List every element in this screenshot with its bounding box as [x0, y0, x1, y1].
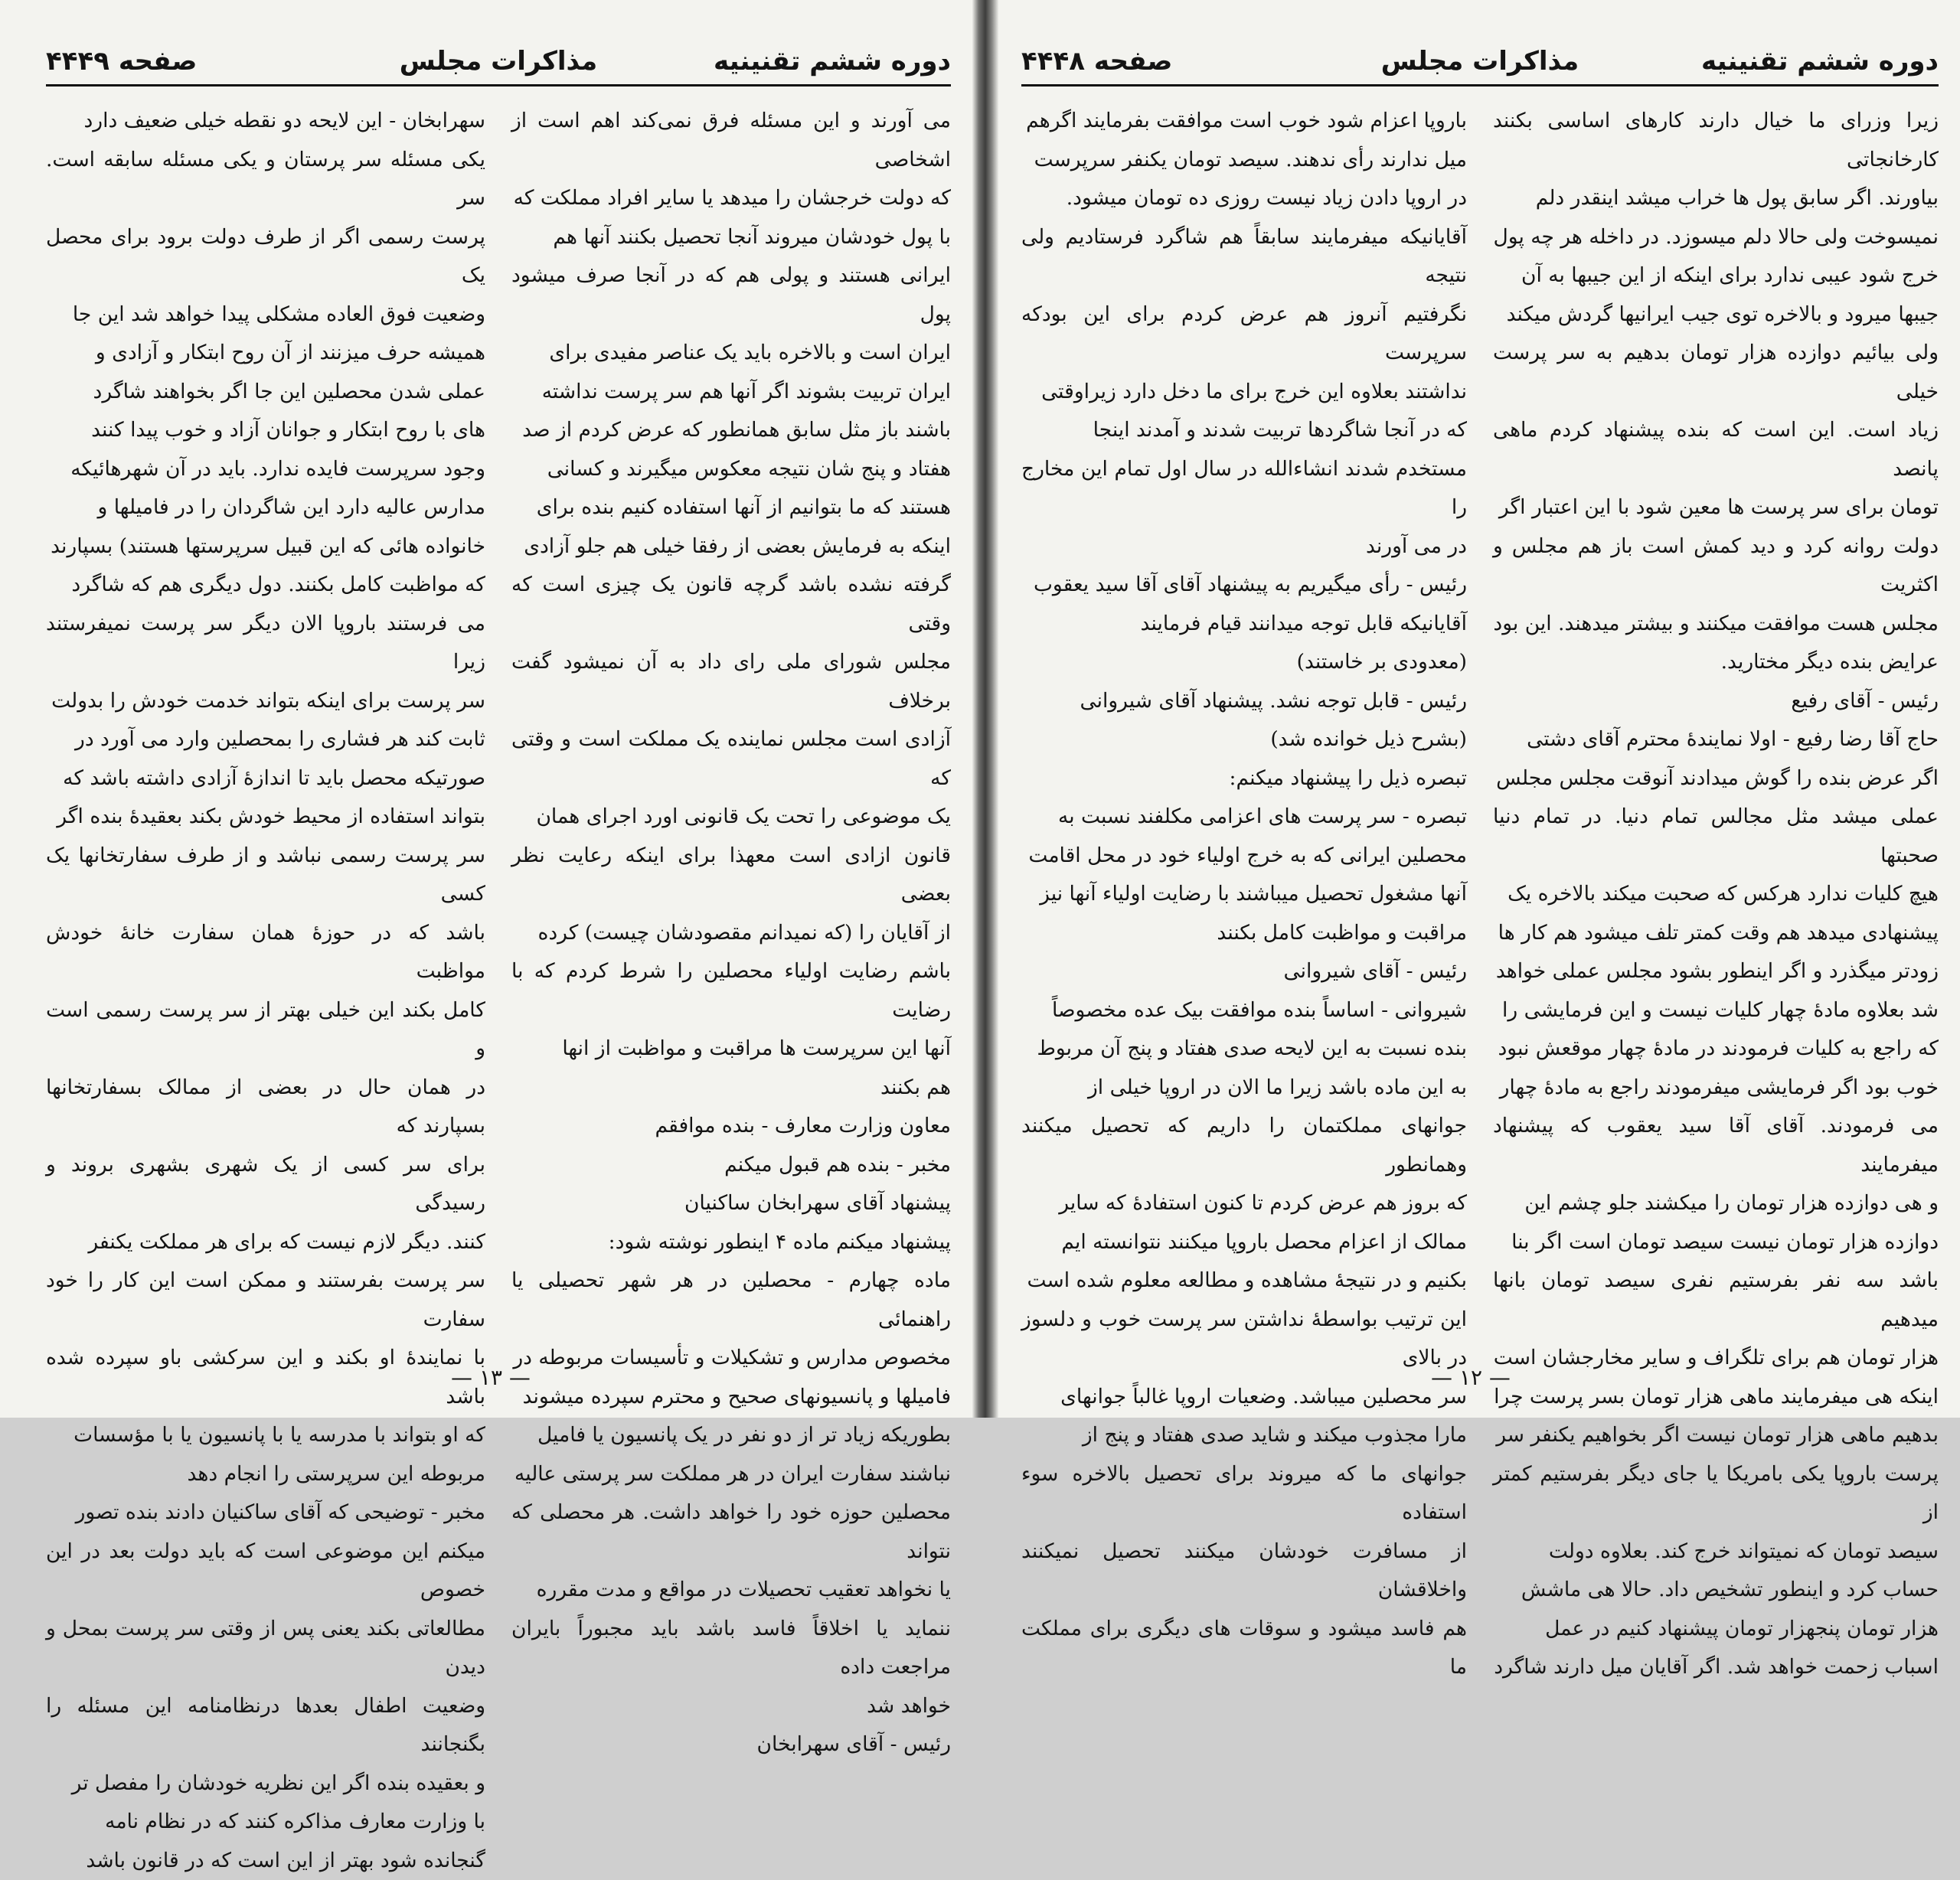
text-line: باشد که در حوزهٔ همان سفارت خانهٔ خودش مواظبت — [46, 914, 485, 991]
text-line: هم بکنند — [511, 1069, 951, 1108]
right-page-right-column — [1493, 102, 1939, 1342]
text-line: محصلین حوزه خود را خواهد داشت. هر محصلی که نتواند — [511, 1493, 951, 1571]
text-line: که او بتواند با مدرسه یا با پانسیون یا با مؤسسات — [46, 1416, 485, 1455]
text-line: محصلین ایرانی که به خرج اولیاء خود در محل اقامت — [1021, 837, 1467, 876]
text-line: یکی مسئله سر پرستان و یکی مسئله سابقه است. سر — [46, 141, 485, 218]
text-line: وضعیت فوق العاده مشکلی پیدا خواهد شد این جا — [46, 295, 485, 335]
text-line: این ترتیب بواسطهٔ نداشتن سر پرست خوب و دلسوز در بالای — [1021, 1301, 1467, 1378]
text-line: دولت روانه کرد و دید کمش است باز هم مجلس و اکثریت — [1493, 527, 1939, 605]
text-line: ایران تربیت بشوند اگر آنها هم سر پرست نداشته — [511, 373, 951, 412]
text-line: جوانهای مملکتمان را داریم که تحصیل میکنند وهمانطور — [1021, 1107, 1467, 1184]
text-line: آزادی است مجلس نماینده یک مملکت است و وقتی که — [511, 720, 951, 798]
text-line: که بروز هم عرض کردم تا کنون استفادهٔ که سایر — [1021, 1184, 1467, 1223]
text-line: از مسافرت خودشان میکنند تحصیل نمیکنند واخلاقشان — [1021, 1532, 1467, 1610]
text-line: مارا مجذوب میکند و شاید صدی هفتاد و پنج از — [1021, 1416, 1467, 1455]
text-line: اینکه به فرمایش بعضی از رفقا خیلی هم جلو آزادی — [511, 527, 951, 566]
text-line: که دولت خرجشان را میدهد یا سایر افراد مملکت که — [511, 179, 951, 218]
text-line: آقایانیکه میفرمایند سابقاً هم شاگرد فرستادیم ولی نتیجه — [1021, 218, 1467, 295]
text-line: خانواده هائی که این قبیل سرپرستها هستند) بسپارند — [46, 527, 485, 566]
right-page-header — [1021, 38, 1939, 86]
left-page-footer-number: — ۱۳ — — [0, 1365, 982, 1390]
text-line: اسباب زحمت خواهد شد. اگر آقایان میل دارند شاگرد — [1493, 1648, 1939, 1687]
text-line: صورتیکه محصل باید تا اندازهٔ آزادی داشته باشد که — [46, 759, 485, 798]
text-line: خوب بود اگر فرمایشی میفرمودند راجع به مادهٔ چهار — [1493, 1069, 1939, 1108]
text-line: پرست رسمی اگر از طرف دولت برود برای محصل یک — [46, 218, 485, 295]
text-line: در همان حال در بعضی از ممالک بسفارتخانها بسپارند که — [46, 1069, 485, 1146]
book-gutter-shadow — [972, 0, 998, 1418]
text-line: عملی شدن محصلین این جا اگر بخواهند شاگرد — [46, 373, 485, 412]
left-page-right-column — [511, 102, 951, 1342]
text-line: تبصره ذیل را پیشنهاد میکنم: — [1021, 759, 1467, 798]
text-line: تومان برای سر پرست ها معین شود با این اعتبار اگر — [1493, 488, 1939, 527]
text-line: باشند باز مثل سابق همانطور که عرض کردم از صد — [511, 411, 951, 450]
text-line: مطالعاتی بکند یعنی پس از وقتی سر پرست بمحل و دیدن — [46, 1610, 485, 1687]
text-line: آنها مشغول تحصیل میباشند با رضایت اولیاء آنها نیز — [1021, 875, 1467, 914]
text-line: از آقایان را (که نمیدانم مقصودشان چیست) کرده — [511, 914, 951, 953]
text-line: می فرمودند. آقای آقا سید یعقوب که پیشنهاد میفرمایند — [1493, 1107, 1939, 1184]
text-line: مخصوص مدارس و تشکیلات و تأسیسات مربوطه در — [511, 1339, 951, 1378]
text-line: پرست باروپا یکی بامریکا یا جای دیگر بفرستیم کمتر از — [1493, 1455, 1939, 1532]
text-line: مستخدم شدند انشاءالله در سال اول تمام این مخارج را — [1021, 450, 1467, 527]
text-line: جوانهای ما که میروند برای تحصیل بالاخره سوء استفاده — [1021, 1455, 1467, 1532]
text-line: رئیس - قابل توجه نشد. پیشنهاد آقای شیروانی — [1021, 682, 1467, 721]
text-line: می آورند و این مسئله فرق نمی‌کند اهم است از اشخاصی — [511, 102, 951, 179]
text-line: برای سر کسی از یک شهری بشهری بروند و رسیدگی — [46, 1146, 485, 1223]
text-line: رئیس - آقای شیروانی — [1021, 952, 1467, 991]
text-line: و هی دوازده هزار تومان را میکشند جلو چشم این — [1493, 1184, 1939, 1223]
text-line: یا نخواهد تعقیب تحصیلات در مواقع و مدت مقرره — [511, 1571, 951, 1610]
text-line: هیچ کلیات ندارد هرکس که صحبت میکند بالاخره یک — [1493, 875, 1939, 914]
right-page-footer-number: — ۱۲ — — [982, 1365, 1960, 1390]
text-line: مربوطه این سرپرستی را انجام دهد — [46, 1455, 485, 1494]
text-line: با وزارت معارف مذاکره کنند که در نظام نامه — [46, 1803, 485, 1842]
text-line: سر پرست بفرستند و ممکن است این کار را خود سفارت — [46, 1261, 485, 1339]
text-line: نباشند سفارت ایران در هر مملکت سر پرستی عالیه — [511, 1455, 951, 1494]
right-page — [982, 0, 1960, 1418]
left-page-left-column — [46, 102, 485, 1342]
text-line: ولی بیائیم دوازده هزار تومان بدهیم به سر پرست خیلی — [1493, 334, 1939, 411]
left-page-title: مذاکرات مجلس — [400, 46, 597, 77]
text-line: کامل بکند این خیلی بهتر از سر پرست رسمی است و — [46, 991, 485, 1069]
text-line: ماده چهارم - محصلین در هر شهر تحصیلی یا راهنمائی — [511, 1261, 951, 1339]
text-line: با نمایندهٔ او بکند و این سرکشی باو سپرده شده باشد — [46, 1339, 485, 1416]
text-line: باشد سه نفر بفرستیم نفری سیصد تومان بانها میدهیم — [1493, 1261, 1939, 1339]
left-page-number-label: صفحه ۴۴۴۹ — [46, 46, 197, 77]
text-line: پیشنهاد آقای سهرابخان ساکنیان — [511, 1184, 951, 1223]
text-line: هزار تومان پنجهزار تومان پیشنهاد کنیم در عمل — [1493, 1610, 1939, 1649]
text-line: که مواظبت کامل بکنند. دول دیگری هم که شاگرد — [46, 566, 485, 605]
text-line: خواهد شد — [511, 1687, 951, 1726]
text-line: گرفته نشده باشد گرچه قانون یک چیزی است که وقتی — [511, 566, 951, 643]
text-line: بکنیم و در نتیجهٔ مشاهده و مطالعه معلوم شده است — [1021, 1261, 1467, 1301]
text-line: سر پرست برای اینکه بتواند خدمت خودش را بدولت — [46, 682, 485, 721]
text-line: در می آورند — [1021, 527, 1467, 566]
text-line: جیبها میرود و بالاخره توی جیب ایرانیها گردش میکند — [1493, 295, 1939, 335]
text-line: هزار تومان هم برای تلگراف و سایر مخارجشان است — [1493, 1339, 1939, 1378]
left-page — [0, 0, 982, 1418]
text-line: عرایض بنده دیگر مختارید. — [1493, 643, 1939, 682]
text-line: مجلس هست موافقت میکنند و بیشتر میدهند. این بود — [1493, 605, 1939, 644]
text-line: خرج شود عیبی ندارد برای اینکه از این جیبها به آن — [1493, 256, 1939, 295]
text-line: تبصره - سر پرست های اعزامی مکلفند نسبت به — [1021, 798, 1467, 837]
text-line: که راجع به کلیات فرمودند در مادهٔ چهار موقعش نبود — [1493, 1030, 1939, 1069]
text-line: ممالک از اعزام محصل باروپا میکنند نتوانسته ایم — [1021, 1223, 1467, 1262]
text-line: دوازده هزار تومان نیست سیصد تومان است اگر بنا — [1493, 1223, 1939, 1262]
text-line: قانون ازادی است معهذا برای اینکه رعایت نظر بعضی — [511, 837, 951, 914]
text-line: عملی میشد مثل مجالس تمام دنیا. در تمام دنیا صحبتها — [1493, 798, 1939, 875]
text-line: گنجانده شود بهتر از این است که در قانون باشد — [46, 1842, 485, 1880]
text-line: اگر عرض بنده را گوش میدادند آنوقت مجلس مجلس — [1493, 759, 1939, 798]
text-line: نگرفتیم آنروز هم عرض کردم برای این بودکه سرپرست — [1021, 295, 1467, 373]
text-line: فامیلها و پانسیونهای صحیح و محترم سپرده میشوند — [511, 1378, 951, 1417]
text-line: مدارس عالیه دارد این شاگردان را در فامیلها و — [46, 488, 485, 527]
text-line: (بشرح ذیل خوانده شد) — [1021, 720, 1467, 759]
text-line: زیاد است. این است که بنده پیشنهاد کردم ماهی پانصد — [1493, 411, 1939, 488]
right-page-title: مذاکرات مجلس — [1381, 46, 1579, 77]
text-line: زودتر میگذرد و اگر اینطور بشود مجلس عملی خواهد — [1493, 952, 1939, 991]
text-line: کنند. دیگر لازم نیست که برای هر مملکت یکنفر — [46, 1223, 485, 1262]
text-line: معاون وزارت معارف - بنده موافقم — [511, 1107, 951, 1146]
left-page-header — [46, 38, 951, 86]
text-line: پیشنهاد میکنم ماده ۴ اینطور نوشته شود: — [511, 1223, 951, 1262]
text-line: نمیسوخت ولی حالا دلم میسوزد. در داخله هر چه پول — [1493, 218, 1939, 257]
text-line: باشم رضایت اولیاء محصلین را شرط کردم که با رضایت — [511, 952, 951, 1030]
text-line: شد بعلاوه مادهٔ چهار کلیات نیست و این فرمایشی را — [1493, 991, 1939, 1030]
text-line: (معدودی بر خاستند) — [1021, 643, 1467, 682]
text-line: مجلس شورای ملی رای داد به آن نمیشود گفت برخلاف — [511, 643, 951, 720]
text-line: در اروپا دادن زیاد نیست روزی ده تومان میشود. — [1021, 179, 1467, 218]
text-line: یک موضوعی را تحت یک قانونی اورد اجرای همان — [511, 798, 951, 837]
text-line: رئیس - آقای رفیع — [1493, 682, 1939, 721]
text-line: اینکه هی میفرمایند ماهی هزار تومان بسر پرست چرا — [1493, 1378, 1939, 1417]
text-line: سیصد تومان که نمیتواند خرج کند. بعلاوه دولت — [1493, 1532, 1939, 1572]
text-line: به این ماده باشد زیرا ما الان در اروپا خیلی از — [1021, 1069, 1467, 1108]
text-line: سر محصلین میباشد. وضعیات اروپا غالباً جوانهای — [1021, 1378, 1467, 1417]
text-line: بتواند استفاده از محیط خودش بکند بعقیدهٔ بنده اگر — [46, 798, 485, 837]
text-line: همیشه حرف میزنند از آن روح ابتکار و آزادی و — [46, 334, 485, 373]
text-line: رئیس - آقای سهرابخان — [511, 1725, 951, 1764]
text-line: های با روح ابتکار و جوانان آزاد و خوب پیدا کنند — [46, 411, 485, 450]
text-line: مخبر - بنده هم قبول میکنم — [511, 1146, 951, 1185]
text-line: میل ندارند رأی ندهند. سیصد تومان یکنفر سرپرست — [1021, 141, 1467, 180]
text-line: مراقبت و مواظبت کامل بکنند — [1021, 914, 1467, 953]
text-line: ایرانی هستند و پولی هم که در آنجا صرف میشود پول — [511, 256, 951, 334]
text-line: وضعیت اطفال بعدها درنظامنامه این مسئله را بگنجانند — [46, 1687, 485, 1764]
text-line: آنها این سرپرست ها مراقبت و مواظبت از انها — [511, 1030, 951, 1069]
text-line: ثابت کند هر فشاری را بمحصلین وارد می آورد در — [46, 720, 485, 759]
text-line: پیشنهادی میدهد هم وقت کمتر تلف میشود هم کار ها — [1493, 914, 1939, 953]
text-line: شیروانی - اساساً بنده موافقت بیک عده مخصوصاً — [1021, 991, 1467, 1030]
text-line: باروپا اعزام شود خوب است موافقت بفرمایند اگرهم — [1021, 102, 1467, 141]
text-line: که در آنجا شاگردها تربیت شدند و آمدند اینجا — [1021, 411, 1467, 450]
text-line: نداشتند بعلاوه این خرج برای ما دخل دارد زیراوقتی — [1021, 373, 1467, 412]
text-line: میکنم این موضوعی است که باید دولت بعد در این خصوص — [46, 1532, 485, 1610]
right-page-number-label: صفحه ۴۴۴۸ — [1021, 46, 1172, 77]
text-line: می فرستند باروپا الان دیگر سر پرست نمیفرستند زیرا — [46, 605, 485, 682]
text-line: وجود سرپرست فایده ندارد. باید در آن شهرهائیکه — [46, 450, 485, 489]
text-line: سر پرست رسمی نباشد و از طرف سفارتخانها یک کسی — [46, 837, 485, 914]
text-line: حساب کرد و اینطور تشخیص داد. حالا هی ماشش — [1493, 1571, 1939, 1610]
text-line: با پول خودشان میروند آنجا تحصیل بکنند آنها هم — [511, 218, 951, 257]
text-line: هم فاسد میشود و سوقات های دیگری برای مملکت ما — [1021, 1610, 1467, 1687]
right-page-left-column — [1021, 102, 1467, 1342]
text-line: ایران است و بالاخره باید یک عناصر مفیدی برای — [511, 334, 951, 373]
text-line: آقایانیکه قابل توجه میدانند قیام فرمایند — [1021, 605, 1467, 644]
text-line: حاج آقا رضا رفیع - اولا نمایندهٔ محترم آقای دشتی — [1493, 720, 1939, 759]
left-page-session: دوره ششم تقنینیه — [714, 46, 951, 77]
text-line: بنده نسبت به این لایحه صدی هفتاد و پنج آن مربوط — [1021, 1030, 1467, 1069]
text-line: بطوریکه زیاد تر از دو نفر در یک پانسیون یا فامیل — [511, 1416, 951, 1455]
text-line: زیرا وزرای ما خیال دارند کارهای اساسی بکنند کارخانجاتی — [1493, 102, 1939, 179]
text-line: ننماید یا اخلاقاً فاسد باشد باید مجبوراً بایران مراجعت داده — [511, 1610, 951, 1687]
text-line: سهرابخان - این لایحه دو نقطه خیلی ضعیف دارد — [46, 102, 485, 141]
text-line: هستند که ما بتوانیم از آنها استفاده کنیم بنده برای — [511, 488, 951, 527]
text-line: بدهیم ماهی هزار تومان نیست اگر بخواهیم یکنفر سر — [1493, 1416, 1939, 1455]
text-line: بیاورند. اگر سابق پول ها خراب میشد اینقدر دلم — [1493, 179, 1939, 218]
text-line: مخبر - توضیحی که آقای ساکنیان دادند بنده تصور — [46, 1493, 485, 1532]
text-line: رئیس - رأی میگیریم به پیشنهاد آقای آقا سید یعقوب — [1021, 566, 1467, 605]
text-line: هفتاد و پنج شان نتیجه معکوس میگیرند و کسانی — [511, 450, 951, 489]
right-page-session: دوره ششم تقنینیه — [1701, 46, 1939, 77]
text-line: و بعقیده بنده اگر این نظریه خودشان را مفصل تر — [46, 1764, 485, 1803]
